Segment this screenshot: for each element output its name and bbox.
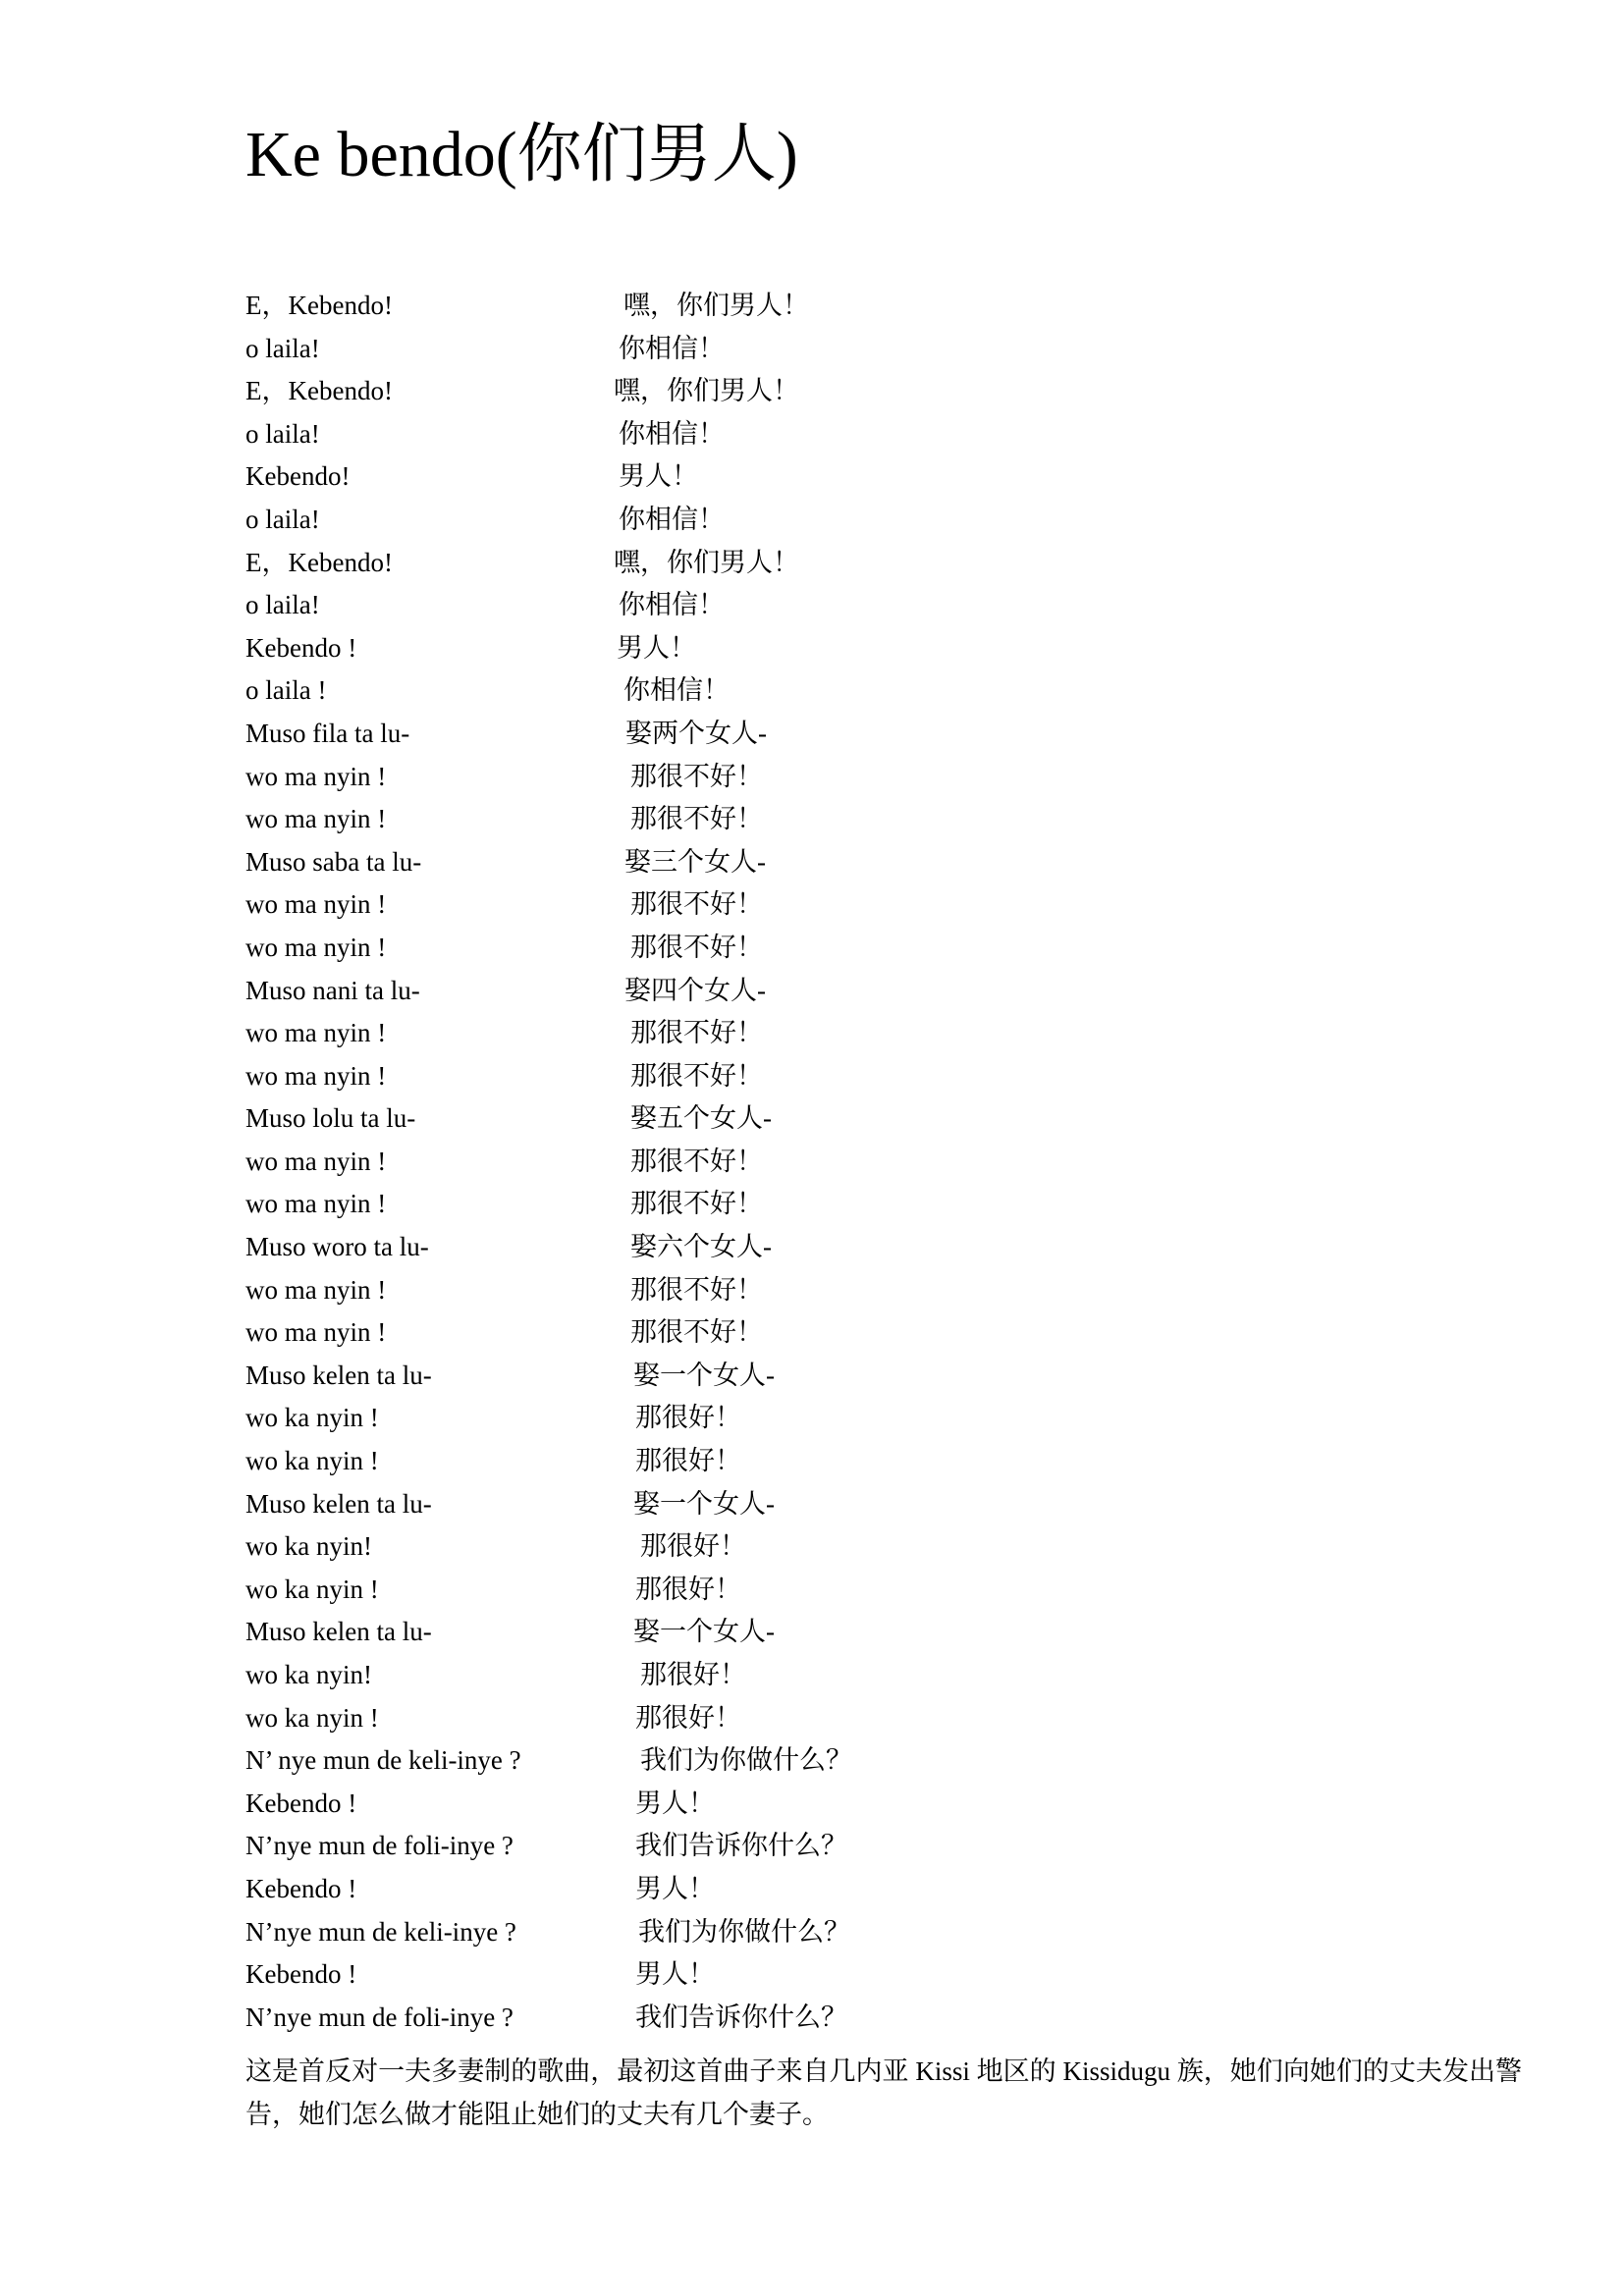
lyric-original: wo ma nyin !: [245, 1060, 387, 1091]
lyric-original: Muso fila ta lu-: [245, 718, 410, 748]
lyric-original: Kebendo!: [245, 461, 351, 492]
lyric-original: wo ma nyin !: [245, 1018, 387, 1048]
lyric-translation: 那很不好！: [630, 932, 763, 962]
lyric-translation: 你相信！: [619, 418, 725, 449]
lyric-translation: 那很好！: [635, 1446, 741, 1476]
lyric-original: wo ma nyin !: [245, 1189, 387, 1219]
lyric-line: [245, 370, 1375, 413]
lyric-line: [245, 1226, 1375, 1269]
lyric-translation: 那很不好！: [630, 1189, 763, 1219]
page-title: Ke bendo(你们男人): [245, 119, 798, 190]
lyric-line: [245, 1097, 1375, 1141]
lyric-line: [245, 1783, 1375, 1826]
lyric-line: [245, 1183, 1375, 1226]
lyric-translation: 你相信！: [619, 333, 725, 363]
lyric-translation: 那很不好！: [630, 1060, 763, 1091]
lyric-original: Muso kelen ta lu-: [245, 1617, 432, 1647]
lyric-translation: 嘿，你们男人！: [623, 291, 809, 320]
lyric-original: N’nye mun de keli-inye ?: [245, 1916, 516, 1947]
lyric-line: [245, 1269, 1375, 1312]
lyric-translation: 男人！: [635, 1873, 715, 1903]
lyric-original: Kebendo !: [245, 1959, 357, 1990]
lyric-line: [245, 798, 1375, 841]
lyric-original: Muso nani ta lu-: [245, 975, 420, 1005]
lyric-line: [245, 627, 1375, 670]
lyric-translation: 那很不好！: [630, 761, 763, 791]
lyric-original: Kebendo !: [245, 1788, 357, 1818]
lyric-translation: 嘿，你们男人！: [614, 547, 799, 577]
lyric-line: [245, 1397, 1375, 1440]
lyric-original: o laila!: [245, 333, 320, 363]
lyric-line: [245, 1483, 1375, 1526]
lyric-original: Kebendo !: [245, 1873, 357, 1903]
lyric-line: [245, 1868, 1375, 1911]
lyric-original: E，Kebendo!: [245, 376, 393, 406]
lyric-line: [245, 970, 1375, 1013]
lyric-translation: 你相信！: [619, 590, 725, 620]
lyric-line: [245, 1055, 1375, 1098]
lyric-line: [245, 1355, 1375, 1398]
lyric-translation: 娶两个女人-: [625, 718, 767, 748]
lyric-line: [245, 1569, 1375, 1612]
lyric-original: Muso woro ta lu-: [245, 1232, 429, 1262]
lyric-original: Muso saba ta lu-: [245, 846, 422, 877]
lyric-translation: 那很好！: [635, 1702, 741, 1733]
lyric-line: [245, 1654, 1375, 1697]
lyric-line: [245, 285, 1375, 328]
lyric-original: Muso kelen ta lu-: [245, 1360, 432, 1390]
lyric-line: [245, 1141, 1375, 1184]
lyric-line: [245, 1440, 1375, 1483]
lyric-translation: 男人！: [619, 461, 698, 492]
lyric-translation: 娶三个女人-: [624, 846, 766, 877]
lyric-translation: 那很好！: [635, 1574, 741, 1604]
lyric-translation: 娶一个女人-: [633, 1488, 775, 1519]
lyrics-list: [245, 285, 1375, 2039]
lyric-translation: 那很好！: [640, 1531, 746, 1562]
lyric-original: N’nye mun de foli-inye ?: [245, 2002, 514, 2032]
lyric-translation: 娶一个女人-: [633, 1360, 775, 1390]
lyric-translation: 嘿，你们男人！: [614, 376, 799, 406]
lyric-line: [245, 883, 1375, 927]
lyric-line: [245, 713, 1375, 756]
lyric-line: [245, 1953, 1375, 1997]
lyric-line: [245, 1012, 1375, 1055]
lyric-original: o laila !: [245, 675, 327, 706]
lyric-translation: 我们为你做什么？: [638, 1916, 850, 1947]
lyric-translation: 娶一个女人-: [633, 1617, 775, 1647]
lyric-line: [245, 756, 1375, 799]
lyric-original: wo ma nyin !: [245, 1146, 387, 1176]
lyric-original: Muso kelen ta lu-: [245, 1488, 432, 1519]
lyric-line: [245, 669, 1375, 713]
lyric-line: [245, 455, 1375, 499]
lyric-original: wo ma nyin !: [245, 1274, 387, 1305]
lyric-translation: 那很不好！: [630, 1018, 763, 1048]
lyric-translation: 那很好！: [640, 1660, 746, 1689]
lyric-original: E，Kebendo!: [245, 291, 393, 320]
lyric-line: [245, 328, 1375, 371]
lyric-translation: 娶四个女人-: [624, 975, 766, 1005]
lyric-translation: 男人！: [635, 1788, 715, 1818]
lyric-original: N’ nye mun de keli-inye ?: [245, 1745, 521, 1776]
lyric-translation: 那很不好！: [630, 889, 763, 920]
lyric-translation: 娶六个女人-: [630, 1232, 772, 1262]
lyric-original: E，Kebendo!: [245, 547, 393, 577]
lyric-translation: 那很不好！: [630, 1274, 763, 1305]
lyric-line: [245, 1825, 1375, 1868]
song-note: 这是首反对一夫多妻制的歌曲，最初这首曲子来自几内亚 Kissi 地区的 Kissidugu 族，她们向她们的丈夫发出警告，她们怎么做才能阻止她们的丈夫有几个妻子。: [245, 2056, 1522, 2129]
lyric-translation: 我们为你做什么？: [640, 1745, 852, 1776]
lyric-translation: 那很不好！: [630, 1317, 763, 1348]
lyric-translation: 娶五个女人-: [630, 1103, 772, 1134]
lyric-translation: 男人！: [617, 632, 696, 663]
lyric-line: [245, 1611, 1375, 1654]
lyric-line: [245, 542, 1375, 585]
lyric-original: Kebendo !: [245, 632, 357, 663]
lyric-line: [245, 1739, 1375, 1783]
lyric-original: wo ka nyin !: [245, 1446, 379, 1476]
lyric-translation: 我们告诉你什么？: [635, 2002, 847, 2032]
lyric-original: wo ma nyin !: [245, 889, 387, 920]
lyric-line: [245, 1911, 1375, 1954]
lyric-line: [245, 1525, 1375, 1569]
lyric-original: wo ka nyin !: [245, 1574, 379, 1604]
lyric-original: Muso lolu ta lu-: [245, 1103, 416, 1134]
lyric-translation: 那很好！: [635, 1403, 741, 1433]
lyric-line: [245, 1997, 1375, 2040]
lyric-line: [245, 584, 1375, 627]
lyric-original: o laila!: [245, 504, 320, 534]
lyric-original: o laila!: [245, 418, 320, 449]
lyric-line: [245, 927, 1375, 970]
lyric-original: o laila!: [245, 590, 320, 620]
lyric-original: wo ka nyin!: [245, 1531, 372, 1562]
lyric-line: [245, 499, 1375, 542]
lyric-translation: 那很不好！: [630, 804, 763, 834]
lyric-line: [245, 841, 1375, 884]
lyric-translation: 你相信！: [619, 504, 725, 534]
lyric-line: [245, 1697, 1375, 1740]
lyric-original: wo ma nyin !: [245, 804, 387, 834]
lyric-line: [245, 1311, 1375, 1355]
lyric-translation: 那很不好！: [630, 1146, 763, 1176]
lyric-translation: 你相信！: [623, 675, 730, 706]
lyric-original: wo ma nyin !: [245, 1317, 387, 1348]
lyric-original: wo ma nyin !: [245, 761, 387, 791]
lyric-original: wo ma nyin !: [245, 932, 387, 962]
lyric-translation: 男人！: [635, 1959, 715, 1990]
lyric-line: [245, 413, 1375, 456]
lyric-original: wo ka nyin!: [245, 1660, 372, 1689]
lyric-original: wo ka nyin !: [245, 1403, 379, 1433]
lyric-translation: 我们告诉你什么？: [635, 1831, 847, 1861]
lyric-original: N’nye mun de foli-inye ?: [245, 1831, 514, 1861]
lyric-original: wo ka nyin !: [245, 1702, 379, 1733]
